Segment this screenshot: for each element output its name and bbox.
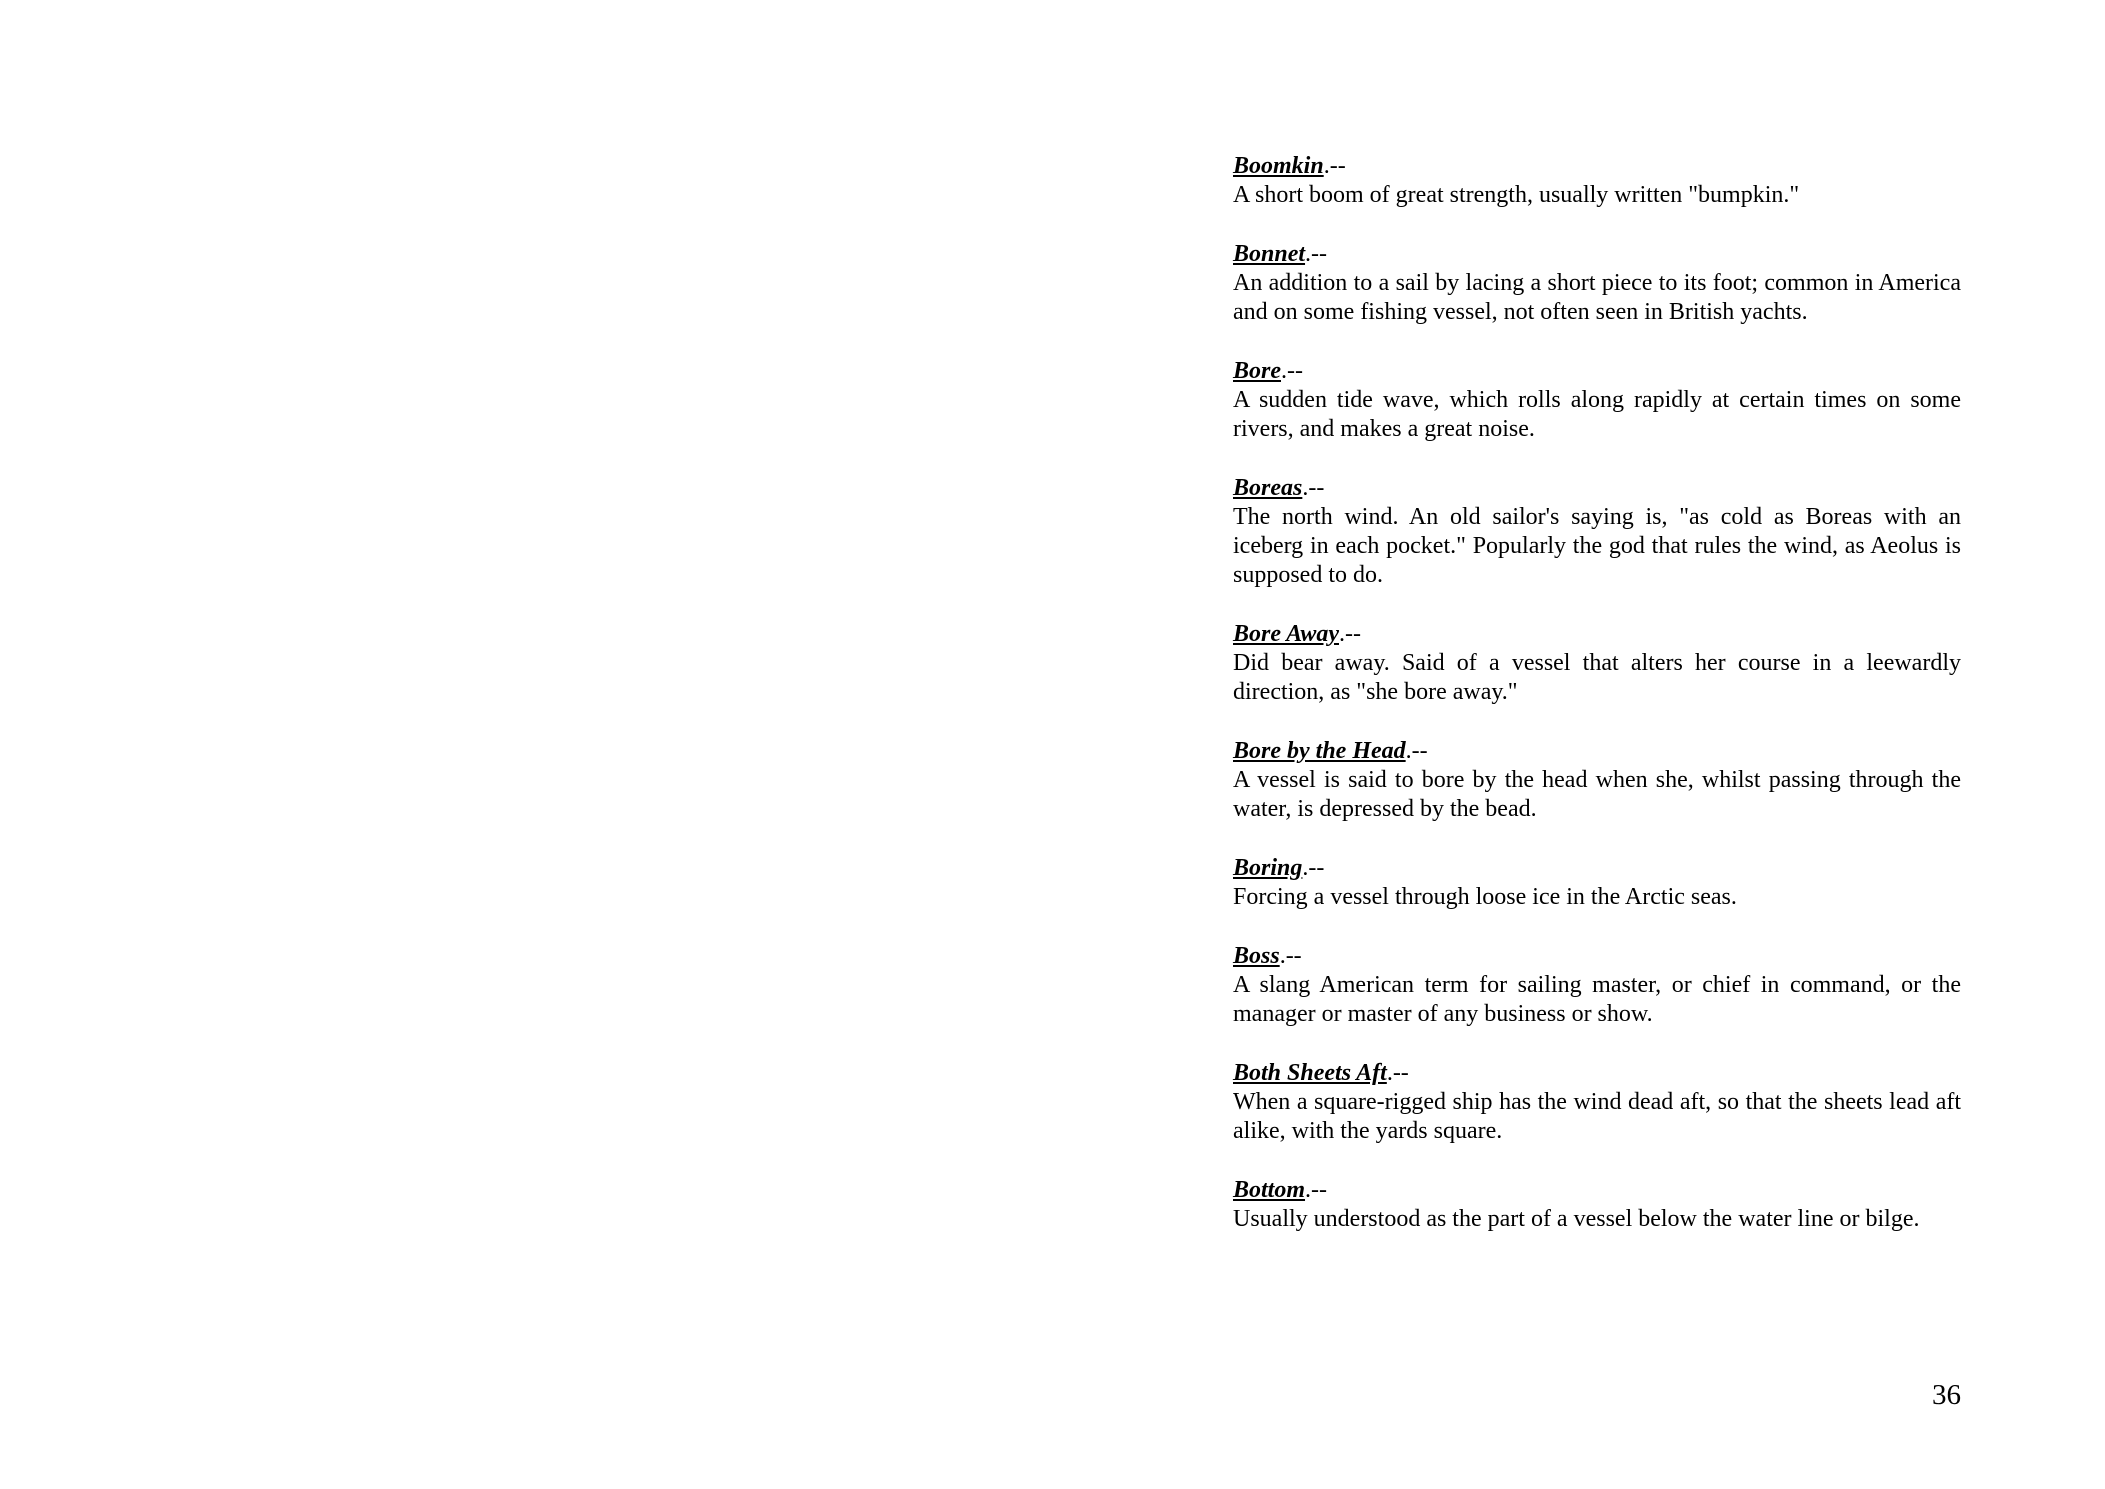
term-suffix: .-- [1405, 738, 1428, 764]
term-suffix: .-- [1302, 475, 1325, 501]
definition: Did bear away. Said of a vessel that alters her course in a leewardly direction, as "she bore away." [1233, 650, 1961, 705]
definition: A short boom of great strength, usually written "bumpkin." [1233, 182, 1800, 208]
glossary-entry-both-sheets-aft [1233, 1059, 1961, 1146]
term-line [1233, 474, 1961, 503]
term-suffix: .-- [1302, 855, 1325, 881]
definition: An addition to a sail by lacing a short piece to its foot; common in America and on some fishing vessel, not often seen in British yachts. [1233, 270, 1961, 325]
definition: A vessel is said to bore by the head when she, whilst passing through the water, is depressed by the bead. [1233, 767, 1961, 822]
term-suffix: .-- [1279, 943, 1302, 969]
term: Bore by the Head [1233, 738, 1406, 764]
glossary-list [1233, 152, 1961, 1264]
glossary-entry-bottom [1233, 1176, 1961, 1234]
glossary-entry-bore [1233, 357, 1961, 444]
page-number: 36 [1932, 1379, 1961, 1411]
term: Boring [1233, 855, 1303, 881]
term-suffix: .-- [1281, 358, 1303, 384]
glossary-entry-boss [1233, 942, 1961, 1029]
term-suffix: .-- [1339, 621, 1361, 647]
definition: Forcing a vessel through loose ice in the Arctic seas. [1233, 884, 1737, 910]
definition: A slang American term for sailing master, or chief in command, or the manager or master of any business or show. [1233, 972, 1961, 1027]
term: Boss [1233, 943, 1280, 969]
term-suffix: .-- [1323, 153, 1346, 179]
glossary-entry-boreas [1233, 474, 1961, 590]
term: Bore Away [1233, 621, 1339, 647]
term-line [1233, 240, 1961, 269]
term-line [1233, 854, 1961, 883]
term: Bonnet [1233, 241, 1306, 267]
term-line [1233, 737, 1961, 766]
term-line [1233, 357, 1961, 386]
term-suffix: .-- [1305, 241, 1328, 267]
definition: A sudden tide wave, which rolls along rapidly at certain times on some rivers, and makes a great noise. [1233, 387, 1961, 442]
term-line [1233, 1176, 1961, 1205]
term: Bore [1233, 358, 1281, 384]
definition: The north wind. An old sailor's saying is, "as cold as Boreas with an iceberg in each pocket." Popularly the god that rules the wind, as Aeolus is supposed to do. [1233, 504, 1961, 588]
term: Both Sheets Aft [1233, 1060, 1387, 1086]
glossary-entry-bonnet [1233, 240, 1961, 327]
term: Boomkin [1233, 153, 1324, 179]
glossary-entry-boomkin [1233, 152, 1961, 210]
term-suffix: .-- [1305, 1177, 1327, 1203]
term-line [1233, 620, 1961, 649]
term: Bottom [1233, 1177, 1306, 1203]
term-line [1233, 152, 1961, 181]
term: Boreas [1233, 475, 1303, 501]
definition: When a square-rigged ship has the wind dead aft, so that the sheets lead aft alike, with the yards square. [1233, 1089, 1961, 1144]
term-line [1233, 1059, 1961, 1088]
term-suffix: .-- [1386, 1060, 1409, 1086]
term-line [1233, 942, 1961, 971]
glossary-entry-boring [1233, 854, 1961, 912]
glossary-entry-bore-away [1233, 620, 1961, 707]
glossary-entry-bore-by-the-head [1233, 737, 1961, 824]
definition: Usually understood as the part of a vessel below the water line or bilge. [1233, 1206, 1920, 1232]
